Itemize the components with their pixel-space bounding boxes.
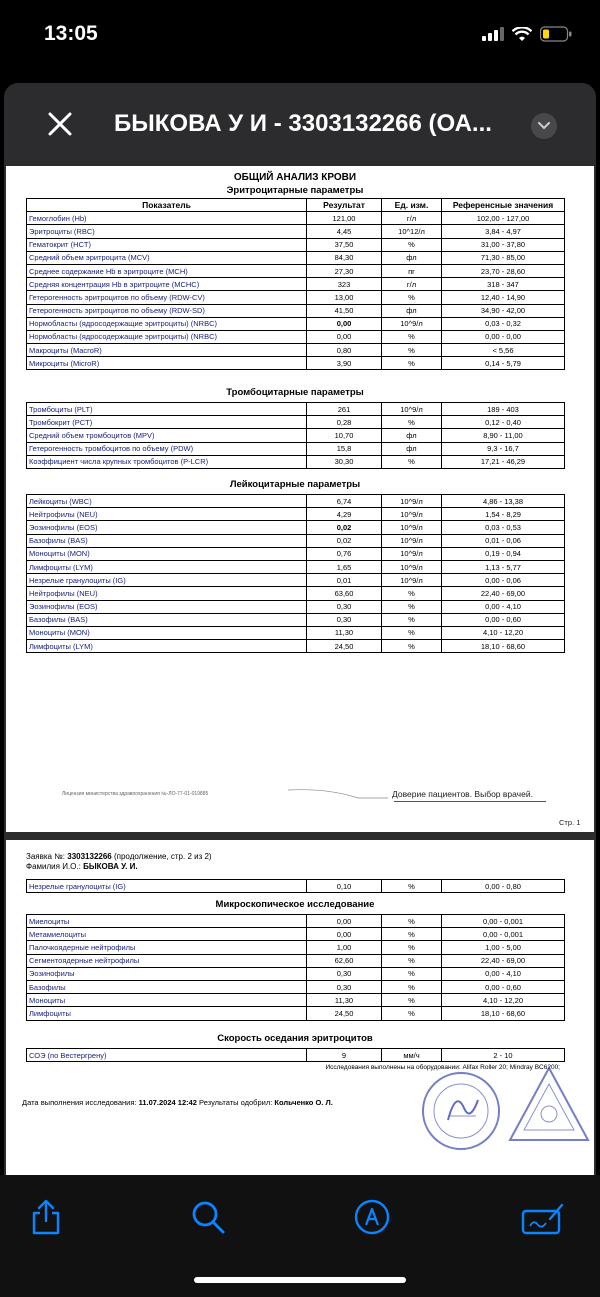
patient-label: Фамилия И.О.: (26, 862, 81, 871)
table-row (27, 534, 565, 547)
col-header: Показатель (27, 199, 307, 212)
result-value: 24,50 (307, 1007, 382, 1020)
search-icon[interactable] (188, 1197, 228, 1237)
result-value: 0,28 (307, 416, 382, 429)
unit: % (382, 915, 442, 928)
reference-range: 4,86 - 13,38 (442, 495, 565, 508)
unit: фл (382, 442, 442, 455)
result-value: 0,30 (307, 613, 382, 626)
table-row (27, 574, 565, 587)
unit: % (382, 613, 442, 626)
request-number: 3303132266 (67, 852, 112, 861)
parameter-name: Нормобласты (ядросодержащие эритроциты) (NRBC) (27, 330, 307, 343)
unit: % (382, 600, 442, 613)
section-erythro-title: Эритроцитарные параметры (226, 185, 364, 196)
unit: фл (382, 304, 442, 317)
table-row (27, 915, 565, 928)
parameter-name: Нейтрофилы (NEU) (27, 508, 307, 521)
reference-range: 0,00 - 0,60 (442, 613, 565, 626)
unit: 10^9/л (382, 521, 442, 534)
table-row (27, 508, 565, 521)
table-row (27, 416, 565, 429)
unit: 10^9/л (382, 560, 442, 573)
result-value: 0,76 (307, 547, 382, 560)
parameter-name: Незрелые гранулоциты (IG) (27, 880, 307, 893)
parameter-name: Нормобласты (ядросодержащие эритроциты) (NRBC) (27, 317, 307, 330)
table-row (27, 994, 565, 1007)
unit: % (382, 455, 442, 468)
parameter-name: Базофилы (BAS) (27, 534, 307, 547)
reference-range: 4,10 - 12,20 (442, 994, 565, 1007)
document-title: БЫКОВА У И - 3303132266 (ОА... (114, 110, 492, 137)
unit: % (382, 587, 442, 600)
status-bar (0, 0, 600, 75)
unit: 10^9/л (382, 495, 442, 508)
approved-value: Кольченко О. Л. (274, 1098, 333, 1107)
result-value: 0,30 (307, 980, 382, 993)
parameter-name: Лейкоциты (WBC) (27, 495, 307, 508)
result-value: 30,30 (307, 455, 382, 468)
parameter-name: Метамиелоциты (27, 928, 307, 941)
unit: % (382, 1007, 442, 1020)
unit: % (382, 291, 442, 304)
share-icon[interactable] (26, 1197, 66, 1237)
unit: % (382, 626, 442, 639)
date-label: Дата выполнения исследования: (22, 1098, 137, 1107)
unit: % (382, 238, 442, 251)
reference-range: 0,00 - 0,00 (442, 330, 565, 343)
table-row (27, 980, 565, 993)
parameter-name: Моноциты (MON) (27, 547, 307, 560)
reference-range: 71,30 - 85,00 (442, 251, 565, 264)
date-value: 11.07.2024 12:42 (138, 1098, 197, 1107)
table-row (27, 954, 565, 967)
col-header: Ед. изм. (382, 199, 442, 212)
reference-range: 17,21 - 46,29 (442, 455, 565, 468)
signal-icon (482, 27, 504, 41)
result-value: 37,50 (307, 238, 382, 251)
parameter-name: Нейтрофилы (NEU) (27, 587, 307, 600)
unit: 10^9/л (382, 317, 442, 330)
unit: пг (382, 264, 442, 277)
parameter-name: Моноциты (MON) (27, 626, 307, 639)
result-value: 1,65 (307, 560, 382, 573)
parameter-name: Моноциты (27, 994, 307, 1007)
reference-range: 0,00 - 0,60 (442, 980, 565, 993)
reference-range: 23,70 - 28,60 (442, 264, 565, 277)
patient-name: БЫКОВА У. И. (83, 862, 138, 871)
pdf-page-2 (6, 840, 594, 1180)
section-platelet-title: Тромбоцитарные параметры (226, 387, 364, 398)
parameter-name: Средняя концентрация Hb в эритроците (MCHC) (27, 278, 307, 291)
patient-line (26, 862, 138, 871)
wifi-icon (512, 27, 532, 42)
result-value: 62,60 (307, 954, 382, 967)
table-row (27, 547, 565, 560)
table-row (27, 640, 565, 653)
result-value: 6,74 (307, 495, 382, 508)
table-row (27, 880, 565, 893)
reference-range: 0,12 - 0,40 (442, 416, 565, 429)
table-row (27, 1007, 565, 1020)
reference-range: 4,10 - 12,20 (442, 626, 565, 639)
parameter-name: Микроциты (MicroR) (27, 357, 307, 370)
parameter-name: Макроциты (MacroR) (27, 344, 307, 357)
result-value: 261 (307, 403, 382, 416)
reference-range: 18,10 - 68,60 (442, 1007, 565, 1020)
table-row (27, 928, 565, 941)
table-row (27, 967, 565, 980)
viewer-header (4, 83, 596, 165)
request-line (26, 852, 212, 861)
platelet-table (26, 402, 565, 469)
result-value: 27,30 (307, 264, 382, 277)
reference-range: 0,03 - 0,53 (442, 521, 565, 534)
battery-icon (540, 26, 572, 42)
reference-range: 31,00 - 37,80 (442, 238, 565, 251)
table-row (27, 626, 565, 639)
parameter-name: Гемоглобин (Hb) (27, 212, 307, 225)
footer-swoosh (288, 786, 388, 800)
result-value: 4,45 (307, 225, 382, 238)
reference-range: 0,00 - 0,06 (442, 574, 565, 587)
pdf-page-1 (6, 166, 594, 832)
reference-range: 189 - 403 (442, 403, 565, 416)
reference-range: 0,03 - 0,32 (442, 317, 565, 330)
lab-stamp (506, 1064, 592, 1144)
table-row (27, 357, 565, 370)
result-value: 41,50 (307, 304, 382, 317)
result-value: 9 (307, 1049, 382, 1062)
micro-table (26, 914, 565, 1021)
table-row (27, 521, 565, 534)
unit: г/л (382, 278, 442, 291)
result-value: 3,90 (307, 357, 382, 370)
leuko-table (26, 494, 565, 653)
reference-range: 18,10 - 68,60 (442, 640, 565, 653)
parameter-name: Базофилы (BAS) (27, 613, 307, 626)
parameter-name: Гематокрит (HCT) (27, 238, 307, 251)
table-row (27, 278, 565, 291)
result-value: 63,60 (307, 587, 382, 600)
chevron-down-icon (538, 122, 550, 130)
parameter-name: Незрелые гранулоциты (IG) (27, 574, 307, 587)
result-value: 121,00 (307, 212, 382, 225)
unit: мм/ч (382, 1049, 442, 1062)
esr-table (26, 1048, 565, 1062)
approved-label: Результаты одобрил: (199, 1098, 273, 1107)
reference-range: 9,3 - 16,7 (442, 442, 565, 455)
unit: % (382, 416, 442, 429)
reference-range: 1,54 - 8,29 (442, 508, 565, 521)
parameter-name: Лимфоциты (LYM) (27, 640, 307, 653)
request-label: Заявка №: (26, 852, 66, 861)
result-value: 0,00 (307, 317, 382, 330)
result-value: 0,00 (307, 928, 382, 941)
reference-range: 1,13 - 5,77 (442, 560, 565, 573)
table-row (27, 251, 565, 264)
reference-range: 102,00 - 127,00 (442, 212, 565, 225)
unit: 10^9/л (382, 574, 442, 587)
status-time: 13:05 (44, 22, 98, 45)
table-row (27, 587, 565, 600)
result-value: 24,50 (307, 640, 382, 653)
parameter-name: Эозинофилы (EOS) (27, 600, 307, 613)
reference-range: 0,00 - 4,10 (442, 967, 565, 980)
parameter-name: Лимфоциты (27, 1007, 307, 1020)
result-value: 0,01 (307, 574, 382, 587)
result-value: 323 (307, 278, 382, 291)
table-row (27, 344, 565, 357)
reference-range: 0,00 - 0,001 (442, 928, 565, 941)
parameter-name: Тромбоциты (PLT) (27, 403, 307, 416)
table-row (27, 613, 565, 626)
col-header: Результат (307, 199, 382, 212)
result-value: 11,30 (307, 626, 382, 639)
unit: % (382, 344, 442, 357)
section-esr-title: Скорость оседания эритроцитов (217, 1033, 373, 1044)
table-row (27, 212, 565, 225)
unit: % (382, 954, 442, 967)
unit: г/л (382, 212, 442, 225)
reference-range: < 5,56 (442, 344, 565, 357)
parameter-name: Сегментоядерные нейтрофилы (27, 954, 307, 967)
unit: % (382, 880, 442, 893)
unit: % (382, 980, 442, 993)
result-value: 0,00 (307, 915, 382, 928)
result-value: 4,29 (307, 508, 382, 521)
unit: 10^9/л (382, 403, 442, 416)
date-line (22, 1098, 333, 1107)
parameter-name: Базофилы (27, 980, 307, 993)
parameter-name: Эозинофилы (27, 967, 307, 980)
parameter-name: Коэффициент числа крупных тромбоцитов (P-LCR) (27, 455, 307, 468)
unit: 10^9/л (382, 508, 442, 521)
table-row (27, 1049, 565, 1062)
table-row (27, 238, 565, 251)
home-indicator[interactable] (194, 1277, 406, 1283)
parameter-name: СОЭ (по Вестергрену) (27, 1049, 307, 1062)
unit: 10^12/л (382, 225, 442, 238)
table-row (27, 264, 565, 277)
parameter-name: Гетерогенность эритроцитов по объему (RDW-SD) (27, 304, 307, 317)
reference-range: 0,01 - 0,06 (442, 534, 565, 547)
reference-range: 318 - 347 (442, 278, 565, 291)
table-header-row (27, 199, 565, 212)
col-header: Референсные значения (442, 199, 565, 212)
result-value: 10,70 (307, 429, 382, 442)
unit: % (382, 330, 442, 343)
table-row (27, 442, 565, 455)
ig-table (26, 879, 565, 893)
table-row (27, 495, 565, 508)
table-row (27, 455, 565, 468)
reference-range: 8,90 - 11,00 (442, 429, 565, 442)
table-row (27, 291, 565, 304)
status-icons (482, 26, 572, 42)
unit: % (382, 994, 442, 1007)
result-value: 0,30 (307, 600, 382, 613)
result-value: 1,00 (307, 941, 382, 954)
reference-range: 1,00 - 5,00 (442, 941, 565, 954)
result-value: 0,80 (307, 344, 382, 357)
result-value: 0,30 (307, 967, 382, 980)
section-leuko-title: Лейкоцитарные параметры (229, 479, 361, 490)
table-row (27, 225, 565, 238)
section-micro-title: Микроскопическое исследование (215, 899, 375, 910)
unit: % (382, 640, 442, 653)
parameter-name: Лимфоциты (LYM) (27, 560, 307, 573)
reference-range: 0,00 - 0,001 (442, 915, 565, 928)
unit: 10^9/л (382, 547, 442, 560)
unit: % (382, 941, 442, 954)
unit: 10^9/л (382, 534, 442, 547)
table-row (27, 317, 565, 330)
request-suffix: (продолжение, стр. 2 из 2) (113, 852, 212, 861)
table-row (27, 330, 565, 343)
reference-range: 0,00 - 0,80 (442, 880, 565, 893)
parameter-name: Палочкоядерные нейтрофилы (27, 941, 307, 954)
result-value: 13,00 (307, 291, 382, 304)
title-menu-button[interactable] (531, 113, 557, 139)
table-row (27, 403, 565, 416)
erythro-table (26, 198, 565, 370)
close-icon[interactable] (46, 110, 74, 138)
report-title: ОБЩИЙ АНАЛИЗ КРОВИ (233, 172, 357, 183)
footer-rule (394, 801, 546, 802)
reference-range: 22,40 - 69,00 (442, 587, 565, 600)
reference-range: 0,14 - 5,79 (442, 357, 565, 370)
reference-range: 0,19 - 0,94 (442, 547, 565, 560)
parameter-name: Средний объем тромбоцитов (MPV) (27, 429, 307, 442)
reference-range: 12,40 - 14,90 (442, 291, 565, 304)
reference-range: 0,00 - 4,10 (442, 600, 565, 613)
unit: % (382, 357, 442, 370)
reference-range: 22,40 - 69,00 (442, 954, 565, 967)
table-row (27, 304, 565, 317)
reference-range: 3,84 - 4,97 (442, 225, 565, 238)
table-row (27, 600, 565, 613)
page-number: Стр. 1 (559, 818, 581, 827)
reference-range: 2 - 10 (442, 1049, 565, 1062)
result-value: 11,30 (307, 994, 382, 1007)
license-text: Лицензия министерства здравоохранения №-ЛО-77-01-019885 (62, 791, 209, 797)
result-value: 0,02 (307, 534, 382, 547)
sign-icon[interactable] (520, 1197, 566, 1237)
parameter-name: Средний объем эритроцита (MCV) (27, 251, 307, 264)
parameter-name: Эритроциты (RBC) (27, 225, 307, 238)
result-value: 0,02 (307, 521, 382, 534)
result-value: 0,10 (307, 880, 382, 893)
table-row (27, 560, 565, 573)
parameter-name: Тромбокрит (PCT) (27, 416, 307, 429)
document-sheet (4, 83, 596, 1297)
parameter-name: Гетерогенность эритроцитов по объему (RDW-CV) (27, 291, 307, 304)
result-value: 0,00 (307, 330, 382, 343)
result-value: 84,30 (307, 251, 382, 264)
reference-range: 34,90 - 42,00 (442, 304, 565, 317)
unit: фл (382, 429, 442, 442)
equipment-text: Исследования выполнены на оборудовании: Alifax Roller 20; Mindray BC6200; (325, 1064, 560, 1071)
parameter-name: Эозинофилы (EOS) (27, 521, 307, 534)
markup-icon[interactable] (352, 1197, 392, 1237)
unit: фл (382, 251, 442, 264)
footer-slogan: Доверие пациентов. Выбор врачей. (392, 789, 533, 799)
parameter-name: Среднее содержание Hb в эритроците (MCH) (27, 264, 307, 277)
doctor-stamp (420, 1070, 502, 1152)
parameter-name: Миелоциты (27, 915, 307, 928)
table-row (27, 429, 565, 442)
result-value: 15,8 (307, 442, 382, 455)
unit: % (382, 928, 442, 941)
parameter-name: Гетерогенность тромбоцитов по объему (PDW) (27, 442, 307, 455)
table-row (27, 941, 565, 954)
unit: % (382, 967, 442, 980)
